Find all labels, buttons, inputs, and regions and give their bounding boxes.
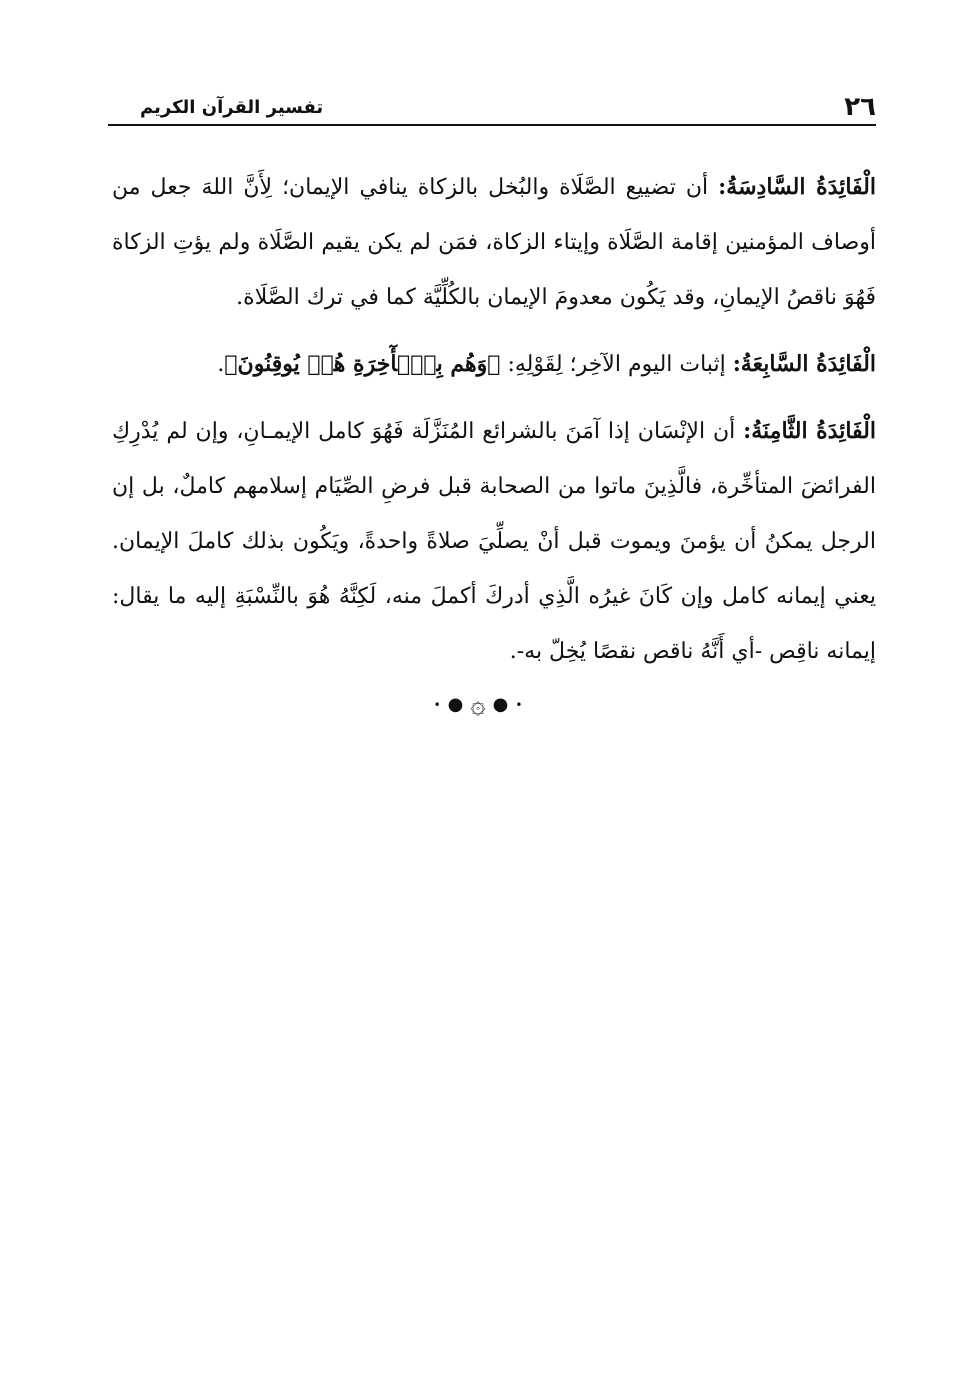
benefit-text: أن تضييع الصَّلَاة والبُخل بالزكاة ينافي الإيمان؛ لِأَنَّ اللهَ جعل من أوصاف المؤمنين إقامة الصَّلَاة وإيتاء الزكاة، فمَن لم يكن يقيم الصَّلَاة ولم يؤتِ الزكاة فَهُوَ ناقصُ الإيمانِ، وقد يَكُون معدومَ الإيمان بالكُلِّيَّة كما في ترك الصَّلَاة. — [112, 175, 876, 310]
benefit-heading: الْفَائِدَةُ السَّابِعَةُ: — [732, 351, 876, 377]
benefit-text-tail: . — [217, 352, 225, 377]
quran-verse: ﴿وَهُم بِٱلۡأٓخِرَةِ هُمۡ يُوقِنُونَ﴾ — [224, 351, 501, 377]
paragraph-benefit-6 — [112, 160, 876, 325]
ornament-dot-icon: ● — [492, 694, 509, 715]
section-end-ornament — [0, 690, 956, 720]
ornament-dot-icon: • — [433, 698, 441, 712]
page-body — [112, 160, 876, 691]
page-number: ٢٦ — [844, 92, 876, 122]
header-rule — [108, 124, 876, 126]
ornament-knot-icon: ۞ — [470, 690, 486, 720]
paragraph-benefit-8 — [112, 404, 876, 679]
book-title: تفسير القرآن الكريم — [140, 97, 324, 118]
ornament-dot-icon: ● — [447, 694, 464, 715]
benefit-text: إثبات اليوم الآخِر؛ لِقَوْلِهِ: — [500, 352, 733, 377]
running-header — [108, 90, 876, 130]
paragraph-benefit-7 — [112, 337, 876, 392]
benefit-heading: الْفَائِدَةُ السَّادِسَةُ: — [718, 174, 876, 200]
benefit-heading: الْفَائِدَةُ الثَّامِنَةُ: — [743, 418, 877, 444]
benefit-text: أن الإنْسَان إذا آمَنَ بالشرائع المُنَزَّلَة فَهُوَ كامل الإيمـانِ، وإن لم يُدْرِكِ الفرائضَ المتأخِّرة، فالَّذِينَ ماتوا من الصحابة قبل فرضِ الصِّيَام إسلامهم كاملٌ، بل إن الرجل يمكنُ أن يؤمنَ ويموت قبل أنْ يصلِّيَ صلاةً واحدةً، ويَكُون بذلك كاملَ الإيمان. يعني إيمانه كامل وإن كَانَ غيرُه الَّذِي أدركَ أكملَ منه، لَكِنَّهُ هُوَ بالنِّسْبَةِ إليه ما يقال: إيمانه ناقِص -أي أَنَّهُ ناقص نقصًا يُخِلّ به-. — [112, 419, 876, 664]
ornament-dot-icon: • — [515, 698, 523, 712]
